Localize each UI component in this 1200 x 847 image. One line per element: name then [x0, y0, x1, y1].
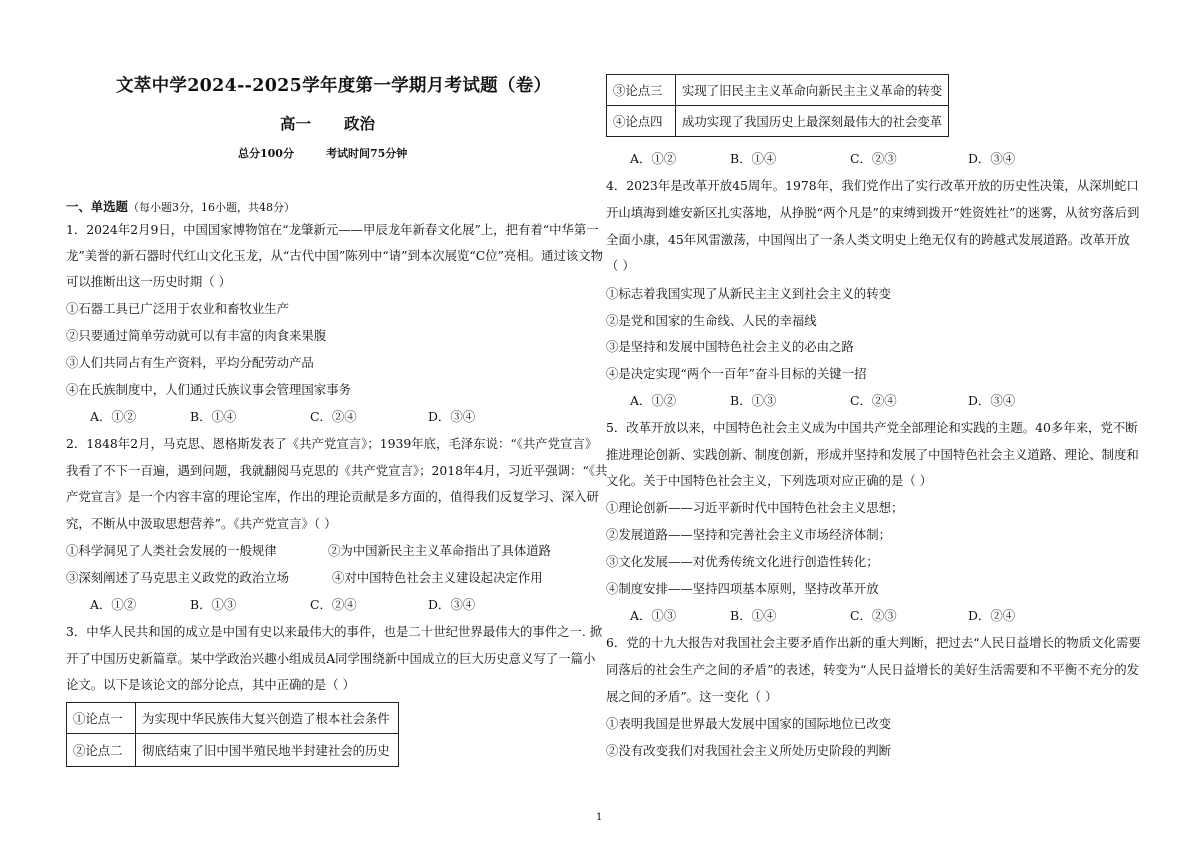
q1-option-b[interactable]: B．①④: [190, 409, 237, 424]
q5-item: ③文化发展——对优秀传统文化进行创造性转化；: [606, 554, 879, 569]
q5-item: ④制度安排——坚持四项基本原则，坚持改革开放: [606, 581, 879, 596]
q1-item: ④在氏族制度中，人们通过氏族议事会管理国家事务: [66, 382, 351, 397]
q1-item: ②只要通过简单劳动就可以有丰富的肉食来果腹: [66, 328, 327, 343]
score-info: 总分100分: [238, 147, 294, 160]
q2-stem-line: 究，不断从中汲取思想营养”。《共产党宣言》（ ）: [66, 516, 337, 531]
q5-option-b[interactable]: B．①④: [730, 608, 777, 623]
section-note: （每小题3分，16小题，共48分）: [127, 201, 295, 214]
q3-option-a[interactable]: A．①②: [630, 151, 677, 166]
section-header: [66, 199, 295, 216]
exam-title: 文萃中学2024--2025学年度第一学期月考试题（卷）: [116, 76, 552, 96]
q2-item: ①科学洞见了人类社会发展的一般规律: [66, 543, 277, 558]
point-key: ①论点一: [67, 703, 136, 734]
q2-option-c[interactable]: C．②④: [310, 597, 357, 612]
q5-item: ②发展道路——坚持和完善社会主义市场经济体制；: [606, 527, 891, 542]
q4-item: ④是决定实现“两个一百年”奋斗目标的关键一招: [606, 366, 867, 381]
q2-item: ③深刻阐述了马克思主义政党的政治立场: [66, 570, 290, 585]
q5-item: ①理论创新——习近平新时代中国特色社会主义思想；: [606, 500, 904, 515]
q3-option-c[interactable]: C．②③: [850, 151, 897, 166]
q5-option-a[interactable]: A．①③: [630, 608, 677, 623]
q6-stem-line: 展之间的矛盾”。这一变化（ ）: [606, 689, 778, 704]
q5-stem-line: 5．改革开放以来，中国特色社会主义成为中国共产党全部理论和实践的主题。40多年来，党不断: [606, 420, 1138, 435]
q5-stem-line: 文化。关于中国特色社会主义，下列选项对应正确的是（ ）: [606, 473, 933, 488]
subject-name: 政治: [344, 114, 376, 133]
q2-option-b[interactable]: B．①③: [190, 597, 237, 612]
point-value: 成功实现了我国历史上最深刻最伟大的社会变革: [676, 106, 949, 137]
q4-option-c[interactable]: C．②④: [850, 393, 897, 408]
subject-grade: 高一: [280, 114, 312, 133]
point-value: 彻底结束了旧中国半殖民地半封建社会的历史: [136, 734, 399, 767]
table-row: [67, 703, 399, 734]
q4-stem-line: 开山填海到雄安新区扎实落地，从挣脱“两个凡是”的束缚到拨开“姓资姓社”的迷雾，从贫穷落后到: [606, 205, 1140, 220]
q6-item: ②没有改变我们对我国社会主义所处历史阶段的判断: [606, 743, 891, 758]
point-value: 为实现中华民族伟大复兴创造了根本社会条件: [136, 703, 399, 734]
q3-option-d[interactable]: D．③④: [968, 151, 1016, 166]
point-key: ②论点二: [67, 734, 136, 767]
q6-stem-line: 同落后的社会生产之间的矛盾”的表述，转变为“人民日益增长的美好生活需要和不平衡不充分的发: [606, 662, 1140, 677]
q2-option-a[interactable]: A．①②: [90, 597, 137, 612]
q1-option-c[interactable]: C．②④: [310, 409, 357, 424]
q3-stem-line: 论文。以下是该论文的部分论点，其中正确的是（ ）: [66, 677, 355, 692]
point-key: ③论点三: [607, 75, 676, 106]
q1-option-d[interactable]: D．③④: [428, 409, 476, 424]
q2-option-d[interactable]: D．③④: [428, 597, 476, 612]
q4-item: ①标志着我国实现了从新民主主义到社会主义的转变: [606, 286, 891, 301]
q4-stem-line: 全面小康，45年风雷激荡，中国闯出了一条人类文明史上绝无仅有的跨越式发展道路。改革开放: [606, 232, 1130, 247]
q5-option-c[interactable]: C．②③: [850, 608, 897, 623]
q2-item: ④对中国特色社会主义建设起决定作用: [332, 570, 543, 585]
table-row: [607, 75, 949, 106]
q1-item: ③人们共同占有生产资料，平均分配劳动产品: [66, 355, 314, 370]
section-title: 一、单选题: [66, 199, 128, 214]
q1-option-a[interactable]: A．①②: [90, 409, 137, 424]
table-row: [607, 106, 949, 137]
q2-stem-line: 产党宣言》是一个内容丰富的理论宝库，作出的理论贡献是多方面的，值得我们反复学习、深入研: [66, 489, 599, 504]
q3-option-b[interactable]: B．①④: [730, 151, 777, 166]
q4-option-a[interactable]: A．①②: [630, 393, 677, 408]
q4-option-b[interactable]: B．①③: [730, 393, 777, 408]
q2-stem-line: 2．1848年2月，马克思、恩格斯发表了《共产党宣言》；1939年底，毛泽东说：“《共产党宣言》: [66, 436, 598, 451]
q4-option-d[interactable]: D．③④: [968, 393, 1016, 408]
point-key: ④论点四: [607, 106, 676, 137]
page-number: 1: [596, 812, 603, 823]
q5-option-d[interactable]: D．②④: [968, 608, 1016, 623]
q6-item: ①表明我国是世界最大发展中国家的国际地位已改变: [606, 716, 891, 731]
q3-points-table-part1: [66, 702, 399, 767]
q5-stem-line: 推进理论创新、实践创新、制度创新，形成并坚持和发展了中国特色社会主义道路、理论、制度和: [606, 447, 1139, 462]
time-info: 考试时间75分钟: [326, 147, 408, 160]
q4-item: ③是坚持和发展中国特色社会主义的必由之路: [606, 339, 854, 354]
point-value: 实现了旧民主主义革命向新民主主义革命的转变: [676, 75, 949, 106]
q1-stem-line: 可以推断出这一历史时期（ ）: [66, 274, 232, 289]
q3-stem-line: 开了中国历史新篇章。某中学政治兴趣小组成员A同学围绕新中国成立的巨大历史意义写了一篇小: [66, 651, 596, 666]
q4-stem-line: （ ）: [606, 258, 635, 273]
table-row: [67, 734, 399, 767]
q1-stem-line: 龙”美誉的新石器时代红山文化玉龙，从“古代中国”陈列中“请”到本次展览“C位”亮相。通过该文物: [66, 248, 604, 263]
q3-points-table-part2: [606, 74, 949, 137]
q1-item: ①石器工具已广泛用于农业和畜牧业生产: [66, 301, 290, 316]
q3-stem-line: 3．中华人民共和国的成立是中国有史以来最伟大的事件，也是二十世纪世界最伟大的事件之一. 掀: [66, 624, 603, 639]
q2-item: ②为中国新民主主义革命指出了具体道路: [328, 543, 552, 558]
q4-item: ②是党和国家的生命线、人民的幸福线: [606, 313, 817, 328]
q6-stem-line: 6．党的十九大报告对我国社会主要矛盾作出新的重大判断，把过去“人民日益增长的物质文化需要: [606, 635, 1141, 650]
q1-stem-line: 1．2024年2月9日，中国国家博物馆在“龙肇新元——甲辰龙年新春文化展”上，把有着“中华第一: [66, 222, 599, 237]
q4-stem-line: 4．2023年是改革开放45周年。1978年，我们党作出了实行改革开放的历史性决策，从深圳蛇口: [606, 178, 1139, 193]
q2-stem-line: 我看了不下一百遍，遇到问题，我就翻阅马克思的《共产党宣言》；2018年4月，习近平强调：“《共: [66, 463, 608, 478]
